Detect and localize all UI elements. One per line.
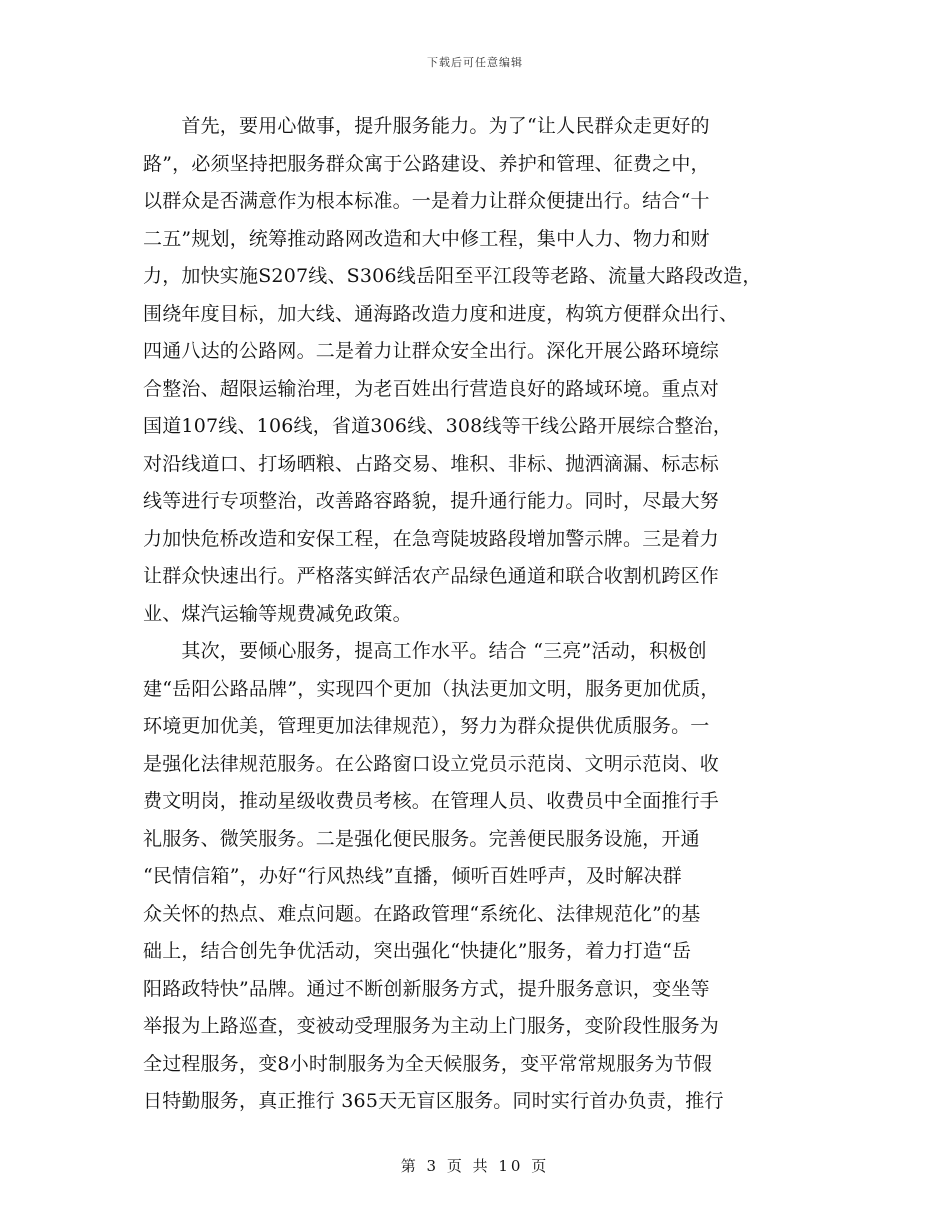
- text-line: 举报为上路巡查，变被动受理服务为主动上门服务，变阶段性服务为: [143, 1015, 720, 1037]
- text-line: 础上，结合创先争优活动，突出强化“快捷化”服务，着力打造“岳: [143, 940, 692, 962]
- text-line: 是强化法律规范服务。在公路窗口设立党员示范岗、文明示范岗、收: [143, 752, 720, 775]
- text-line: 二五”规划，统筹推动路网改造和大中修工程，集中人力、物力和财: [143, 227, 710, 250]
- document-body: [143, 108, 823, 1121]
- text-line: 日特勤服务，真正推行 365天无盲区服务。同时实行首办负责，推行: [143, 1090, 724, 1112]
- text-line: 礼服务、微笑服务。二是强化便民服务。完善便民服务设施，开通: [143, 827, 700, 850]
- page-number-footer: 第 3 页 共 10 页: [400, 1157, 550, 1175]
- text-line: 阳路政特快”品牌。通过不断创新服务方式，提升服务意识，变坐等: [143, 977, 710, 1000]
- text-line: 环境更加优美，管理更加法律规范），努力为群众提供优质服务。一: [143, 715, 710, 737]
- text-line: 业、煤汽运输等规费减免政策。: [143, 602, 412, 625]
- text-line: 线等进行专项整治，改善路容路貌，提升通行能力。同时，尽最大努: [143, 490, 720, 512]
- text-line: 力，加快实施S207线、S306线岳阳至平江段等老路、流量大路段改造，: [143, 265, 762, 287]
- text-line: 全过程服务，变8小时制服务为全天候服务，变平常常规服务为节假: [143, 1052, 713, 1075]
- text-line: 首先，要用心做事，提升服务能力。为了“让人民群众走更好的: [143, 115, 710, 137]
- text-line: 建“岳阳公路品牌”，实现四个更加（执法更加文明，服务更加优质，: [143, 677, 720, 700]
- text-line: 以群众是否满意作为根本标准。一是着力让群众便捷出行。结合“十: [143, 190, 710, 212]
- text-line: “民情信箱”，办好“行风热线”直播，倾听百姓呼声，及时解决群: [143, 865, 682, 887]
- text-line: 让群众快速出行。严格落实鲜活农产品绿色通道和联合收割机跨区作: [143, 565, 720, 587]
- text-line: 众关怀的热点、难点问题。在路政管理“系统化、法律规范化”的基: [143, 902, 701, 925]
- text-line: 路”，必须坚持把服务群众寓于公路建设、养护和管理、征费之中，: [143, 152, 710, 175]
- text-line: 四通八达的公路网。二是着力让群众安全出行。深化开展公路环境综: [143, 340, 720, 362]
- text-line: 国道107线、106线，省道306线、308线等干线公路开展综合整治，: [143, 415, 733, 437]
- text-line: 对沿线道口、打场晒粮、占路交易、堆积、非标、抛洒滴漏、标志标: [143, 452, 720, 475]
- page-header: 下载后可任意编辑: [427, 56, 523, 69]
- text-line: 费文明岗，推动星级收费员考核。在管理人员、收费员中全面推行手: [143, 790, 720, 812]
- text-line: 其次，要倾心服务，提高工作水平。结合 “三亮”活动，积极创: [143, 640, 707, 662]
- text-line: 围绕年度目标，加大线、通海路改造力度和进度，构筑方便群众出行、: [143, 302, 739, 325]
- text-line: 合整治、超限运输治理，为老百姓出行营造良好的路域环境。重点对: [143, 377, 720, 400]
- text-line: 力加快危桥改造和安保工程，在急弯陡坡路段增加警示牌。三是着力: [143, 527, 720, 550]
